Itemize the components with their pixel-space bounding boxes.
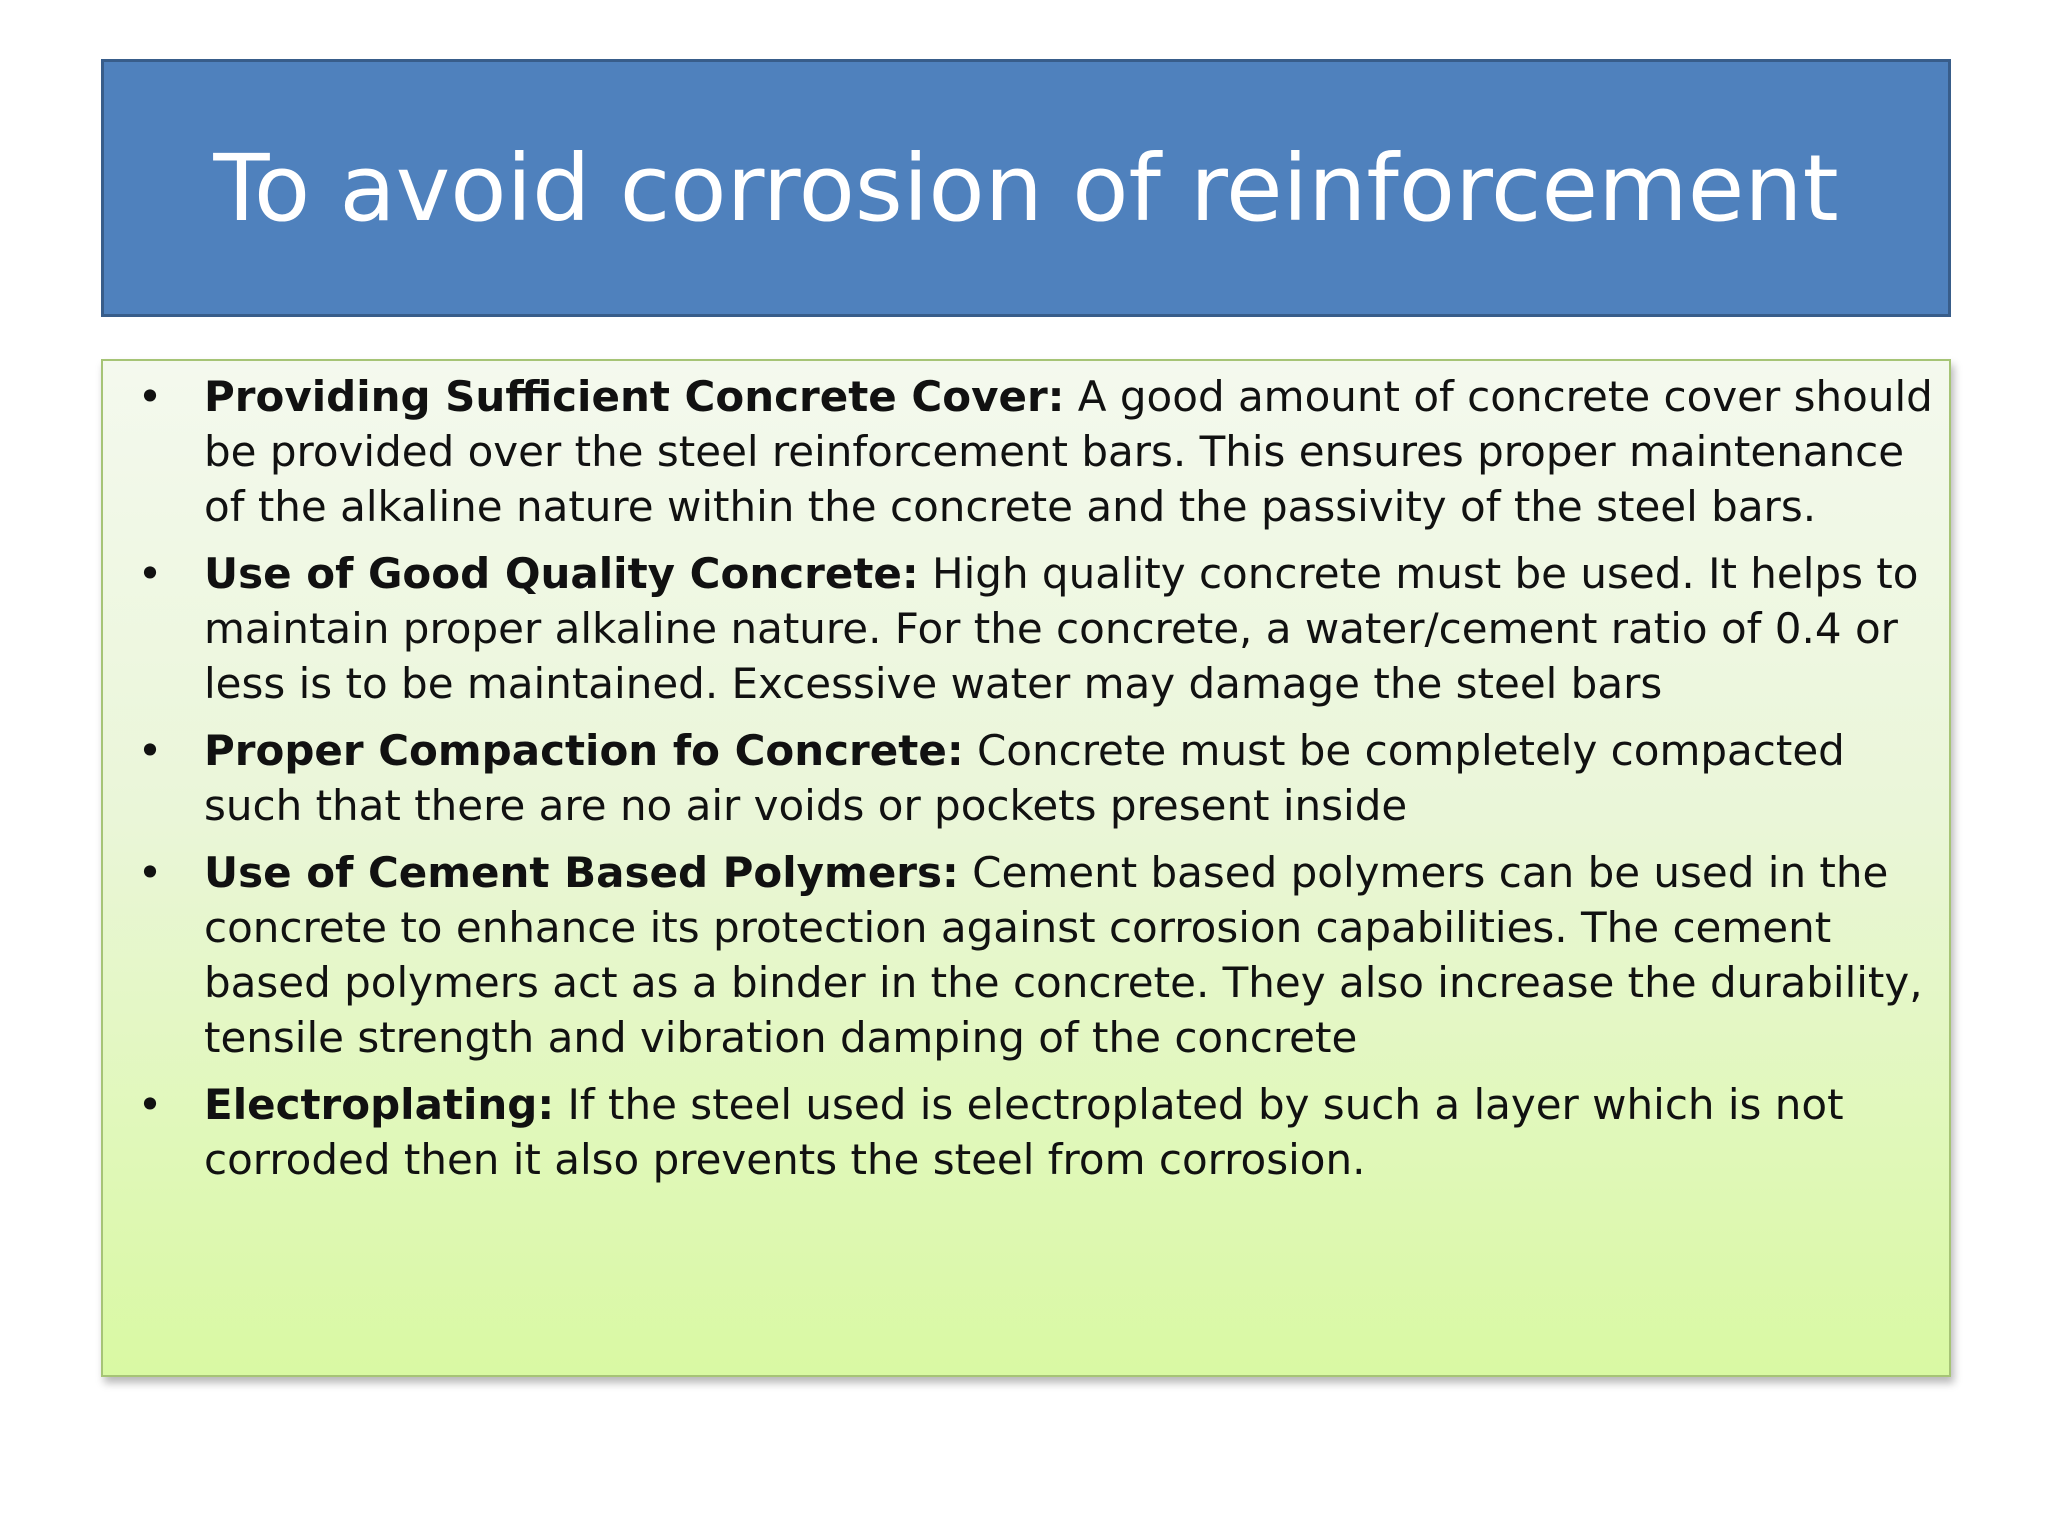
title-banner bbox=[101, 59, 1951, 317]
bullet-icon: • bbox=[137, 848, 163, 897]
content-panel bbox=[101, 359, 1951, 1377]
slide-title: To avoid corrosion of reinforcement bbox=[213, 134, 1839, 242]
bullet-item-proper-compaction bbox=[125, 723, 1935, 833]
bullet-icon: • bbox=[137, 549, 163, 598]
bullet-item-concrete-cover bbox=[125, 369, 1935, 534]
bullet-text: If the steel used is electroplated by such a layer which is not corroded then it also prevents the steel from corrosion. bbox=[204, 1080, 1844, 1184]
bullet-heading: Use of Cement Based Polymers: bbox=[204, 848, 959, 897]
bullet-heading: Use of Good Quality Concrete: bbox=[204, 549, 919, 598]
bullet-icon: • bbox=[137, 372, 163, 421]
bullet-text: Concrete must be completely compacted such that there are no air voids or pockets present inside bbox=[204, 726, 1845, 830]
bullet-text: High quality concrete must be used. It helps to maintain proper alkaline nature. For the concrete, a water/cement ratio of 0.4 or less is to be maintained. Excessive water may damage the steel bars bbox=[204, 549, 1919, 708]
bullet-list bbox=[125, 369, 1935, 1199]
bullet-icon: • bbox=[137, 726, 163, 775]
bullet-heading: Electroplating: bbox=[204, 1080, 555, 1129]
bullet-item-cement-polymers bbox=[125, 845, 1935, 1065]
bullet-heading: Providing Sufficient Concrete Cover: bbox=[204, 372, 1065, 421]
bullet-item-good-quality-concrete bbox=[125, 546, 1935, 711]
bullet-text: A good amount of concrete cover should be provided over the steel reinforcement bars. This ensures proper maintenance of the alkaline nature within the concrete and the passivity of the steel bars. bbox=[204, 372, 1933, 531]
bullet-heading: Proper Compaction fo Concrete: bbox=[204, 726, 964, 775]
bullet-item-electroplating bbox=[125, 1077, 1935, 1187]
bullet-icon: • bbox=[137, 1080, 163, 1129]
bullet-text: Cement based polymers can be used in the concrete to enhance its protection against corrosion capabilities. The cement based polymers act as a binder in the concrete. They also increase the durability, tensile strength and vibration damping of the concrete bbox=[204, 848, 1923, 1062]
